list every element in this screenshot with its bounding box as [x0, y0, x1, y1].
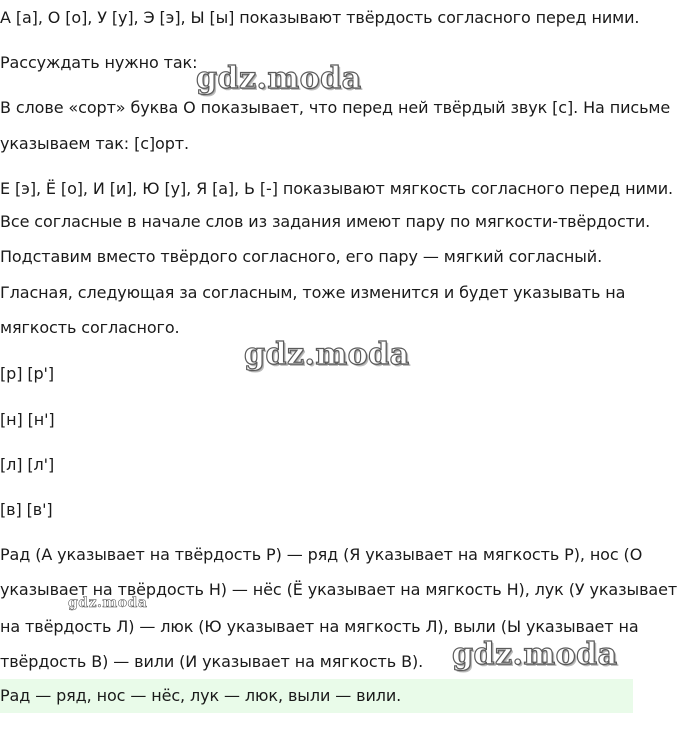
rule-hard-vowels: А [а], О [о], У [у], Э [э], Ы [ы] показывают твёрдость согласного перед ними. — [0, 8, 640, 27]
reasoning-intro: Рассуждать нужно так: — [0, 53, 198, 72]
explanation-line-3: Гласная, следующая за согласным, тоже изменится и будет указывать на — [0, 283, 626, 302]
explanation-line-4: мягкость согласного. — [0, 318, 180, 337]
watermark-1: gdz.moda — [196, 61, 362, 96]
explanation-line-2: Подставим вместо твёрдого согласного, его пару — мягкий согласный. — [0, 247, 603, 266]
watermark-3: gdz.moda — [68, 595, 148, 611]
watermark-2: gdz.moda — [244, 337, 410, 372]
watermark-4: gdz.moda — [452, 637, 618, 672]
sound-pair-v: [в] [в'] — [0, 500, 53, 519]
answer-text: Рад — ряд, нос — нёс, лук — люк, выли — вили. — [0, 686, 402, 705]
sound-pair-n: [н] [н'] — [0, 410, 55, 429]
word-pairs-line-4: твёрдость В) — вили (И указывает на мягкость В). — [0, 652, 424, 671]
word-pairs-line-3: на твёрдость Л) — люк (Ю указывает на мягкость Л), выли (Ы указывает на — [0, 617, 639, 636]
example-line-2: указываем так: [с]орт. — [0, 134, 190, 153]
word-pairs-line-2: указывает на твёрдость Н) — нёс (Ё указывает на мягкость Н), лук (У указывает — [0, 580, 678, 599]
rule-soft-vowels: Е [э], Ё [о], И [и], Ю [у], Я [а], Ь [-] показывают мягкость согласного перед ними. — [0, 179, 674, 198]
sound-pair-l: [л] [л'] — [0, 455, 55, 474]
explanation-line-1: Все согласные в начале слов из задания имеют пару по мягкости-твёрдости. — [0, 212, 651, 231]
sound-pair-r: [р] [р'] — [0, 364, 54, 383]
word-pairs-line-1: Рад (А указывает на твёрдость Р) — ряд (Я указывает на мягкость Р), нос (О — [0, 545, 643, 564]
answer-box — [0, 679, 633, 713]
example-line-1: В слове «сорт» буква О показывает, что перед ней твёрдый звук [с]. На письме — [0, 98, 671, 117]
